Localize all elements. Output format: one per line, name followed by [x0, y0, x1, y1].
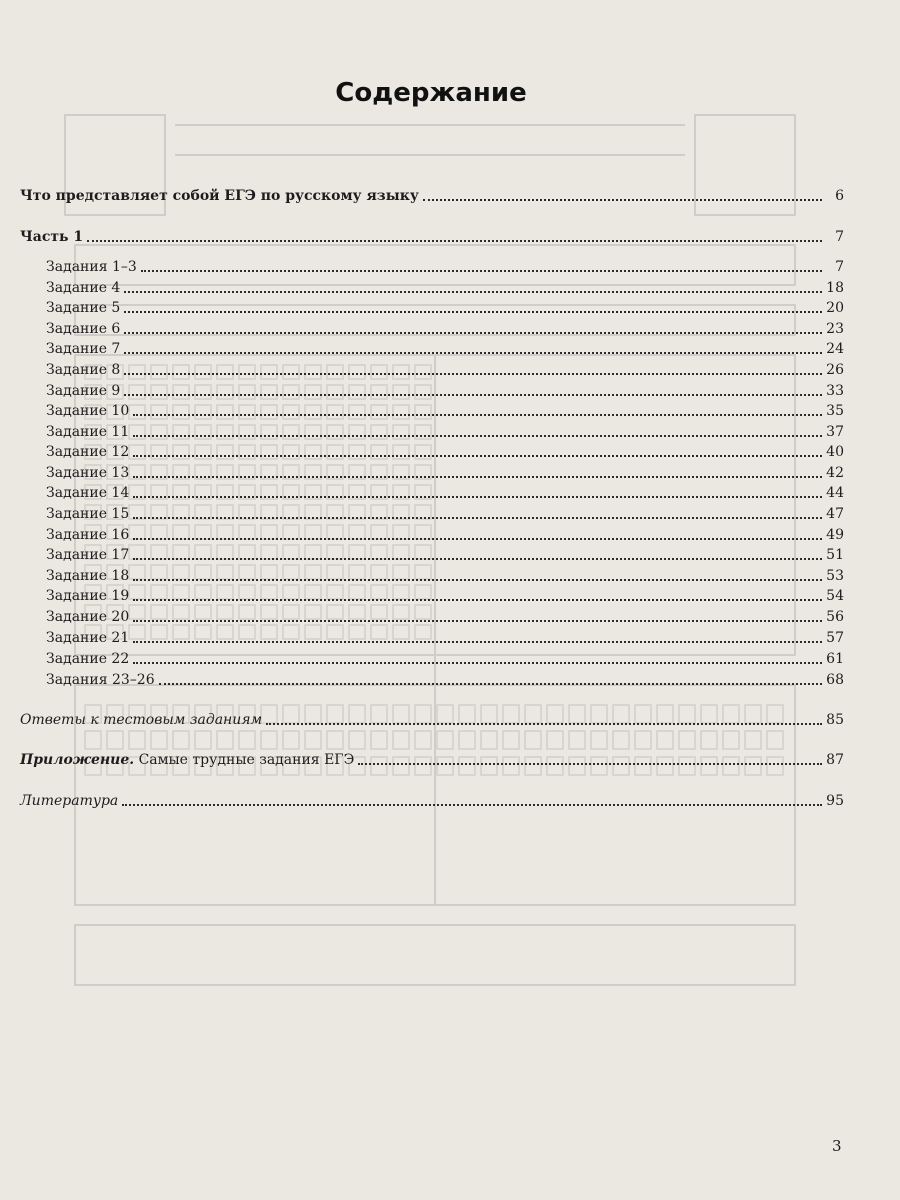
toc-entry[interactable]	[20, 400, 844, 420]
toc-entry-label: Задание 10	[46, 403, 130, 419]
leader-dots	[133, 413, 822, 416]
toc-entry[interactable]	[20, 277, 844, 297]
page-title: Содержание	[335, 78, 527, 108]
toc-entry-label: Задание 14	[46, 485, 130, 501]
toc-entry-label: Задание 4	[46, 280, 121, 296]
page-number: 3	[832, 1137, 842, 1155]
toc-entry-label: Ответы к тестовым заданиям	[20, 712, 263, 728]
toc-entry[interactable]	[20, 648, 844, 668]
toc-entry[interactable]	[20, 544, 844, 564]
leader-dots	[133, 516, 822, 519]
toc-entry-label: Задание 8	[46, 362, 121, 378]
leader-dots	[133, 619, 822, 622]
toc-entry[interactable]	[20, 297, 844, 317]
toc-entry-label: Задание 11	[46, 424, 130, 440]
toc-entry-page: 23	[826, 321, 844, 337]
leader-dots	[122, 803, 822, 806]
toc-entry[interactable]	[20, 606, 844, 626]
leader-dots	[133, 537, 822, 540]
toc-entry[interactable]	[20, 185, 844, 205]
appendix-title: Самые трудные задания ЕГЭ	[134, 752, 355, 768]
toc-entry[interactable]	[20, 627, 844, 647]
toc-entry[interactable]	[20, 565, 844, 585]
toc-entry[interactable]	[20, 256, 844, 276]
leader-dots	[124, 331, 822, 334]
toc-entry-page: 20	[826, 300, 844, 316]
leader-dots	[124, 290, 822, 293]
toc-entry-label: Задание 22	[46, 651, 130, 667]
toc-entry-label: Задание 21	[46, 630, 130, 646]
leader-dots	[133, 661, 822, 664]
toc-entry-label: Задание 5	[46, 300, 121, 316]
toc-entry-label: Задание 7	[46, 341, 121, 357]
toc-entry-page: 56	[826, 609, 844, 625]
toc-entry-page: 68	[826, 672, 844, 688]
toc-entry-page: 57	[826, 630, 844, 646]
toc-entry-page: 37	[826, 424, 844, 440]
toc-entry-label: Задание 12	[46, 444, 130, 460]
toc-entry[interactable]	[20, 709, 844, 729]
toc-entry-page: 85	[826, 712, 844, 728]
toc-entry-label: Задания 1–3	[46, 259, 137, 275]
toc-entry-label: Задания 23–26	[46, 672, 155, 688]
leader-dots	[133, 578, 822, 581]
toc-entry[interactable]	[20, 503, 844, 523]
toc-entry-page: 42	[826, 465, 844, 481]
toc-entry[interactable]	[20, 421, 844, 441]
leader-dots	[266, 722, 822, 725]
toc-entry[interactable]	[20, 359, 844, 379]
leader-dots	[133, 557, 822, 560]
leader-dots	[124, 310, 822, 313]
toc-entry[interactable]	[20, 524, 844, 544]
leader-dots	[159, 682, 822, 685]
toc-entry-label	[20, 751, 354, 769]
toc-entry-label: Задание 18	[46, 568, 130, 584]
toc-entry-page: 33	[826, 383, 844, 399]
toc-entry-page: 7	[835, 259, 844, 275]
leader-dots	[87, 239, 822, 242]
toc-entry-page: 87	[826, 752, 844, 768]
toc-entry-page: 54	[826, 588, 844, 604]
toc-entry-page: 40	[826, 444, 844, 460]
toc-entry-page: 49	[826, 527, 844, 543]
toc-entry-page: 35	[826, 403, 844, 419]
toc-entry-page: 51	[826, 547, 844, 563]
appendix-label: Приложение.	[20, 752, 135, 768]
toc-entry-label: Литература	[20, 793, 119, 809]
leader-dots	[124, 393, 822, 396]
leader-dots	[133, 475, 822, 478]
toc-entry-label: Задание 20	[46, 609, 130, 625]
leader-dots	[133, 598, 822, 601]
leader-dots	[124, 372, 822, 375]
toc-entry-label: Часть 1	[20, 229, 84, 245]
toc-entry-page: 47	[826, 506, 844, 522]
leader-dots	[133, 640, 822, 643]
toc-entry-page: 44	[826, 485, 844, 501]
toc-entry[interactable]	[20, 338, 844, 358]
toc-entry-label: Задание 9	[46, 383, 121, 399]
toc-entry-page: 7	[835, 229, 844, 245]
toc-entry[interactable]	[20, 380, 844, 400]
leader-dots	[124, 351, 822, 354]
toc-entry[interactable]	[20, 790, 844, 810]
toc-entry[interactable]	[20, 482, 844, 502]
leader-dots	[133, 495, 822, 498]
toc-entry[interactable]	[20, 669, 844, 689]
leader-dots	[133, 434, 822, 437]
toc-entry-label: Задание 19	[46, 588, 130, 604]
toc-entry-label: Задание 15	[46, 506, 130, 522]
toc-entry-label: Что представляет собой ЕГЭ по русскому языку	[20, 188, 419, 204]
toc-entry[interactable]	[20, 226, 844, 246]
toc-entry-page: 95	[826, 793, 844, 809]
toc-entry-label: Задание 16	[46, 527, 130, 543]
toc-entry[interactable]	[20, 585, 844, 605]
leader-dots	[133, 454, 822, 457]
toc-entry-page: 26	[826, 362, 844, 378]
leader-dots	[358, 762, 822, 765]
toc-entry-label: Задание 17	[46, 547, 130, 563]
toc-entry[interactable]	[20, 318, 844, 338]
toc-entry-page: 18	[826, 280, 844, 296]
toc-entry-page: 24	[826, 341, 844, 357]
toc-entry-page: 6	[835, 188, 844, 204]
toc-entry[interactable]	[20, 749, 844, 769]
toc-entry-label: Задание 6	[46, 321, 121, 337]
leader-dots	[423, 198, 822, 201]
leader-dots	[141, 269, 822, 272]
toc-entry-page: 53	[826, 568, 844, 584]
toc-entry[interactable]	[20, 462, 844, 482]
toc-entry-page: 61	[826, 651, 844, 667]
toc-entry[interactable]	[20, 441, 844, 461]
toc-entry-label: Задание 13	[46, 465, 130, 481]
